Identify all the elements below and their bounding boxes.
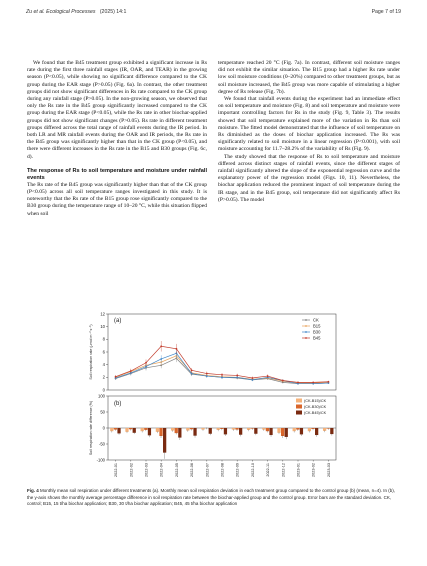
y-tick-label-a: 0 (102, 387, 105, 393)
paragraph: We found that rainfall events during the experiment had an immediate effect on soil temperature and moisture (Fig. 8) and soil temperature and moisture were important controlling factors for Rs in the study (Fig. 9, Table 3). The results showed that soil temperature explained more of the variation in Rs than soil moisture. The fitted model demonstrated that the influence of soil temperature on Rs diminished as the doses of biochar application increased. The Rs was significantly related to soil moisture in a linear regression (P<0.001), with soil moisture accounting for 11.7–28.2% of the variability of Rs (Fig. 9). (218, 96, 400, 153)
caption-text: Monthly mean soil respiration under different treatments (a). Monthly mean soil respiration deviation in each treatment group compared to the control group (b) (mean, n=4). In (b), the y-axis shows the monthly average percentage difference in soil respiration rate between the biochar-applied group and the control group. Error bars are the standard deviation. CK, control; B15, 15 t/ha biochar application; B30, 30 t/ha biochar application; B45, 45 t/ha biochar application (27, 488, 396, 507)
bar (300, 428, 303, 434)
x-tick-label: 2022-03 (144, 463, 149, 477)
page-number: Page 7 of 19 (371, 9, 401, 15)
legend-label: (CK-B45)/CK (304, 411, 327, 416)
y-tick-label-b: 0 (102, 425, 105, 431)
journal-name: Zu et al. Ecological Processes (26, 9, 96, 15)
figure-4 (86, 310, 342, 486)
data-point (160, 345, 162, 347)
figure-svg (86, 310, 342, 486)
panel-a-label: (a) (114, 318, 122, 324)
figure-caption (27, 488, 399, 508)
bar (277, 428, 280, 433)
bar (330, 428, 333, 434)
x-tick-label: 2023-01 (296, 463, 301, 477)
bar (281, 428, 284, 436)
legend-marker (305, 331, 307, 333)
legend-label: B45 (313, 335, 321, 341)
legend-swatch (296, 405, 302, 409)
data-point (191, 373, 193, 375)
bar (148, 428, 151, 435)
y-tick-label-a: 4 (102, 362, 105, 368)
data-point (236, 375, 238, 377)
paragraph: The Rs rate of the B45 group was significantly higher than that of the CK group (P<0.05) across all soil temperature ranges investigated in this study. It is noteworthy that the Rs rate of the B15 group rose significantly compared to the B30 group during the temperature range of 10–20 °C, while this situation flipped when soil (27, 181, 207, 217)
bar (285, 428, 288, 437)
bar (117, 428, 120, 433)
bar (125, 428, 128, 432)
journal-citation (26, 9, 126, 15)
y-tick-label-a: 12 (100, 311, 105, 317)
bar (156, 428, 159, 432)
data-point (115, 376, 117, 378)
paragraph: We found that the B45 treatment group exhibited a significant increase in Rs rate during the first three rainfall stages (IR, OAR, and TEAR) in the growing season (P<0.05), while showing no significant difference compared to the CK group during the EAR stage (P>0.05) (Fig. 6a). In contrast, the other treatment groups did not show significant differences in Rs rate compared to the CK group during any rainfall stage (P>0.05). In the non-growing season, we observed that only the Rs rate in the B45 group significantly increased compared to the CK group during the EAR stage (P<0.05), while the Rs rate in other biochar-applied groups did not show significant changes (P>0.05). Rs rate in different treatment groups differed across the total range of rainfall events during the IR period. In both LR and MR rainfall events during the OAR and IR periods, the Rs rate in the B45 group was significantly higher than that in the CK group (P<0.05), and there were different increases in the Rs rate in the B15 and B30 groups (Fig. 6c, d). (27, 60, 207, 160)
data-point (160, 358, 162, 360)
legend-marker (305, 337, 307, 339)
legend-marker (305, 325, 307, 327)
legend-label: (CK-B30)/CK (304, 405, 327, 410)
x-tick-label: 2022-07 (205, 463, 210, 477)
legend-swatch (296, 411, 302, 415)
panel-b-label: (b) (114, 401, 122, 407)
x-tick-label: 2022-04 (159, 463, 164, 477)
caption-label: Fig. 4 (27, 488, 39, 493)
x-tick-label: 2022-10 (250, 463, 255, 477)
y-tick-label-b: -100 (96, 457, 105, 463)
x-tick-label: 2022-08 (220, 463, 225, 477)
y-tick-label-b: 50 (100, 409, 105, 415)
bar (209, 428, 212, 434)
paragraph: temperature reached 20 °C (Fig. 7a). In contrast, different soil moisture ranges did not exhibit the similar situation. The B15 group had a higher Rs rate under low soil moisture conditions (0–20%) compared to other treatment groups, but as soil moisture increased, the B45 group was more capable of stimulating a higher degree of Rs release (Fig. 7b). (218, 60, 400, 95)
bar (133, 428, 136, 433)
bar (239, 428, 242, 435)
y-axis-label-b: Soil respiration rate difference (%) (89, 400, 93, 456)
right-column (218, 60, 400, 204)
bar (224, 428, 227, 434)
data-point (312, 382, 314, 384)
data-point (297, 382, 299, 384)
data-point (130, 370, 132, 372)
section-heading: The response of Rs to soil temperature and moisture under rainfall events (27, 167, 207, 181)
bar (254, 428, 257, 434)
series-line-ck (116, 358, 329, 383)
data-point (267, 375, 269, 377)
x-tick-label: 2022-09 (235, 463, 240, 477)
running-header (26, 9, 401, 19)
data-point (191, 369, 193, 371)
y-tick-label-a: 10 (100, 324, 105, 330)
bar (175, 428, 178, 433)
data-point (176, 348, 178, 350)
x-tick-label: 2023-03 (326, 463, 331, 477)
x-tick-label: 2022-12 (281, 463, 286, 477)
left-column (27, 60, 207, 218)
y-axis-label-a: Soil respiration rate (μmol m⁻² s⁻¹) (89, 324, 93, 380)
x-tick-label: 2022-11 (266, 463, 271, 477)
journal-volume: (2025) 14:1 (99, 9, 127, 15)
legend-label: B15 (313, 323, 321, 329)
data-point (145, 362, 147, 364)
x-tick-label: 2022-05 (174, 463, 179, 477)
bar (159, 428, 162, 436)
data-point (252, 377, 254, 379)
legend-marker (305, 319, 307, 321)
legend-swatch (296, 399, 302, 403)
y-tick-label-a: 8 (102, 336, 105, 342)
bar (269, 428, 272, 435)
data-point (282, 380, 284, 382)
data-point (206, 373, 208, 375)
legend-label: B30 (313, 329, 321, 335)
legend-label: CK (313, 317, 319, 323)
y-tick-label-a: 6 (102, 349, 105, 355)
bar (178, 428, 181, 438)
data-point (221, 374, 223, 376)
y-tick-label-b: -50 (98, 441, 105, 447)
series-line-b30 (116, 353, 329, 383)
x-tick-label: 2022-02 (129, 463, 134, 477)
x-tick-label: 2022-06 (190, 463, 195, 477)
bar (163, 428, 166, 453)
data-point (328, 381, 330, 383)
x-tick-label: 2023-02 (311, 463, 316, 477)
series-line-b15 (116, 356, 329, 383)
bar (193, 428, 196, 436)
x-tick-label: 2022-01 (114, 463, 119, 477)
data-point (221, 376, 223, 378)
paragraph: The study showed that the response of Rs to soil temperature and moisture differed across distinct stages of rainfall events, since the different stages of rainfall significantly altered the slope of the exponential regression curve and the explanatory power of the regression model (Figs. 10, 11). Nevertheless, the biochar application reduced the prominent impact of soil temperature during the IR stage, and in the B45 group, soil temperature did not significantly affect Rs (P>0.05). The model (218, 153, 400, 203)
bar (315, 428, 318, 435)
y-tick-label-a: 2 (102, 374, 105, 380)
legend-label: (CK-B15)/CK (304, 399, 327, 404)
y-tick-label-b: 100 (98, 393, 105, 399)
